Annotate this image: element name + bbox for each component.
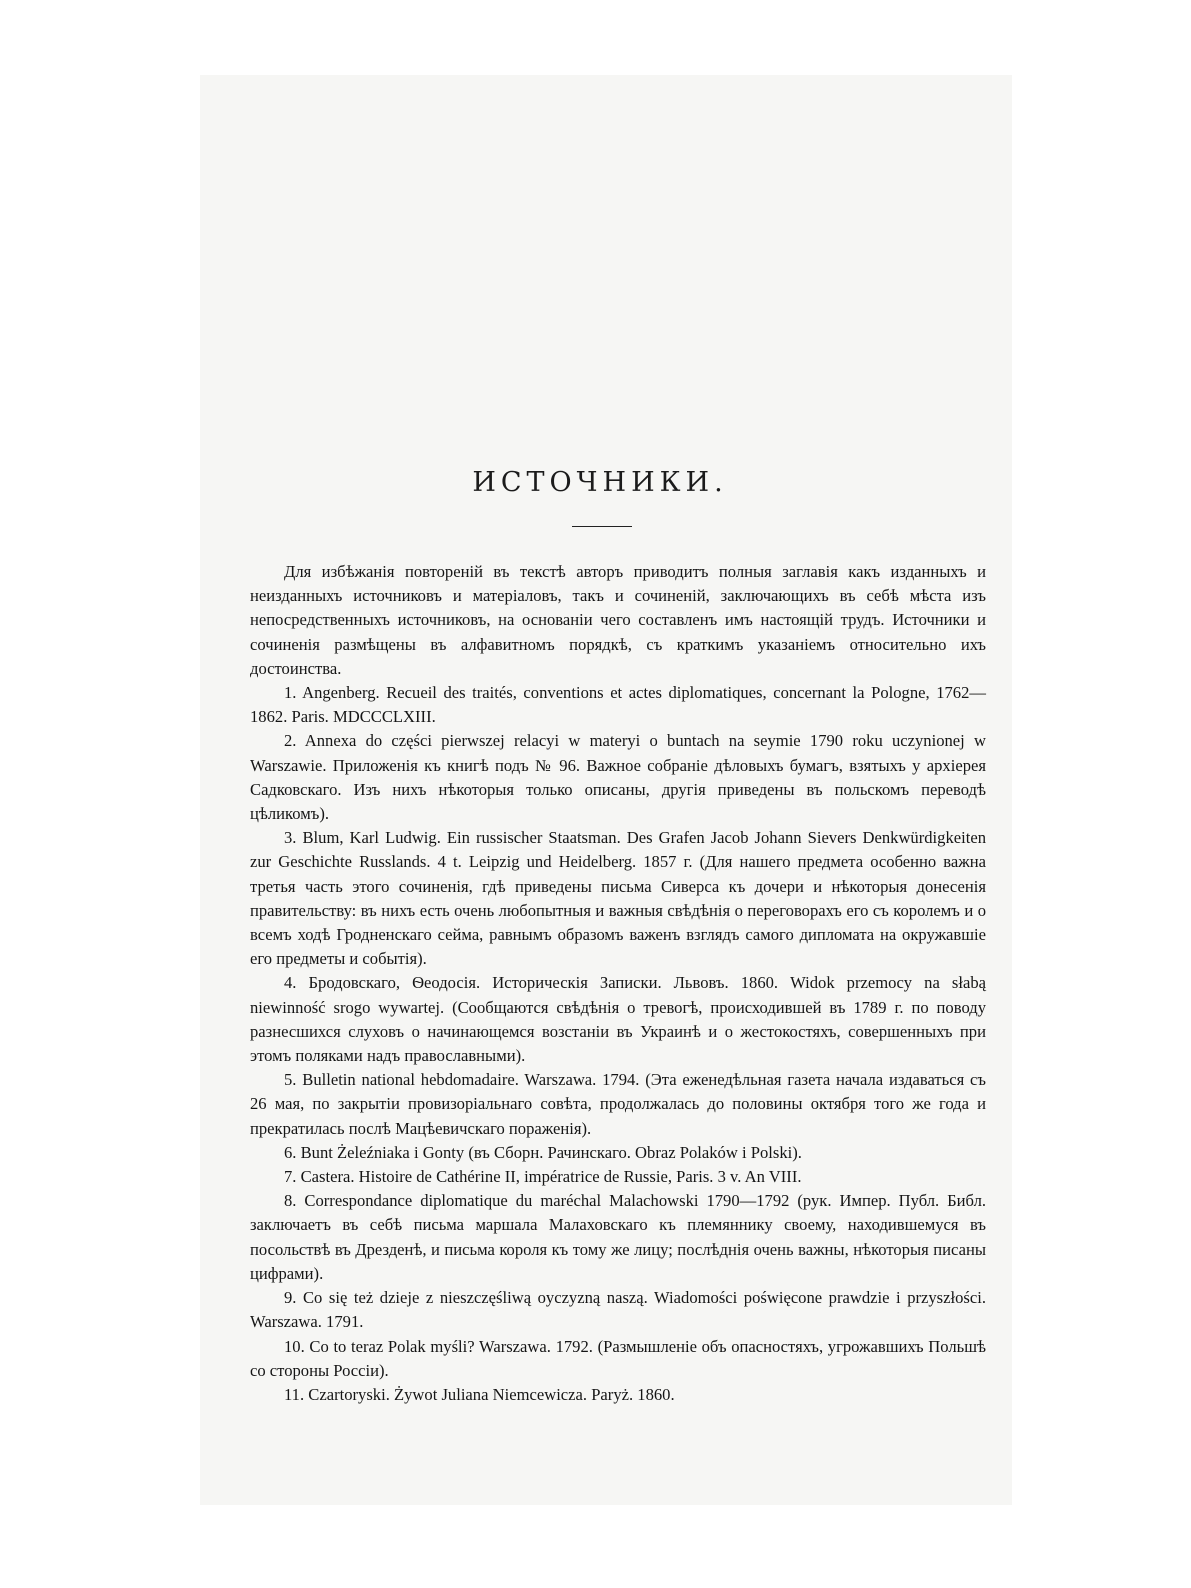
source-entry-2: 2. Annexa do części pierwszej relacyi w materyi o buntach na seymie 1790 roku uczynionej w Warszawie. Приложенія къ книгѣ подъ № 96. Важное собраніе дѣловыхъ бумагъ, взятыхъ у архіерея Садковскаго. Изъ нихъ нѣкоторыя только описаны, другія приведены въ польскомъ переводѣ цѣликомъ). bbox=[250, 731, 986, 824]
title-divider bbox=[572, 526, 632, 527]
page-title: ИСТОЧНИКИ. bbox=[472, 467, 728, 498]
body-text bbox=[250, 560, 986, 1407]
source-entry-8: 8. Correspondance diplomatique du maréchal Malachowski 1790—1792 (рук. Импер. Публ. Библ. заключаетъ въ себѣ письма маршала Малаховскаго къ племяннику своему, находившемуся въ посольствѣ въ Дрезденѣ, и письма короля къ тому же лицу; послѣднія очень важны, нѣкоторыя писаны цифрами). bbox=[250, 1191, 986, 1283]
source-entry-1: 1. Angenberg. Recueil des traités, conventions et actes diplomatiques, concernant la Pologne, 1762—1862. Paris. MDCCCLXIII. bbox=[250, 683, 986, 727]
source-entry-7: 7. Castera. Histoire de Cathérine II, impératrice de Russie, Paris. 3 v. An VIII. bbox=[284, 1167, 802, 1187]
source-entry-4: 4. Бродовскаго, Ѳеодосія. Историческія Записки. Львовъ. 1860. Widok przemocy na słabą niewinność srogo wywartej. (Сообщаются свѣдѣнія о тревогѣ, происходившей въ 1789 г. по поводу разнесшихся слуховъ о начинающемся возстаніи въ Украинѣ и о жестокостяхъ, совершенныхъ при этомъ поляками надъ православными). bbox=[250, 973, 986, 1066]
source-entry-11: 11. Czartoryski. Żywot Juliana Niemcewicza. Paryż. 1860. bbox=[284, 1384, 675, 1404]
source-entry-10: 10. Co to teraz Polak myśli? Warszawa. 1792. (Размышленіе объ опасностяхъ, угрожавшихъ Польшѣ со стороны Россіи). bbox=[250, 1336, 986, 1380]
source-entry-5: 5. Bulletin national hebdomadaire. Warszawa. 1794. (Эта еженедѣльная газета начала издаваться съ 26 мая, по закрытіи провизоріальнаго совѣта, продолжалась до половины октября того же года и прекратилась послѣ Мацѣевичскаго пораженія). bbox=[250, 1070, 986, 1138]
source-entry-3: 3. Blum, Karl Ludwig. Ein russischer Staatsman. Des Grafen Jacob Johann Sievers Denkwürdigkeiten zur Geschichte Russlands. 4 t. Leipzig und Heidelberg. 1857 г. (Для нашего предмета особенно важна третья часть этого сочиненія, гдѣ приведены письма Сиверса къ дочери и нѣкоторыя донесенія правительству: въ нихъ есть очень любопытныя и важныя свѣдѣнія о переговорахъ его съ королемъ и о всемъ ходѣ Гродненскаго сейма, равнымъ образомъ важенъ взглядъ самого дипломата на окружавшіе его предметы и событія). bbox=[250, 828, 986, 969]
source-entry-9: 9. Co się też dzieje z nieszczęśliwą oyczyzną naszą. Wiadomości poświęcone prawdzie i przyszłości. Warszawa. 1791. bbox=[250, 1288, 986, 1332]
source-entry-6: 6. Bunt Żeleźniaka i Gonty (въ Сборн. Рачинскаго. Obraz Polaków i Polski). bbox=[284, 1142, 802, 1162]
intro-paragraph: Для избѣжанія повтореній въ текстѣ авторъ приводитъ полныя заглавія какъ изданныхъ и неизданныхъ источниковъ и матеріаловъ, такъ и сочиненій, заключающихъ въ себѣ мѣста изъ непосредственныхъ источниковъ, на основаніи чего составленъ имъ настоящій трудъ. Источники и сочиненія размѣщены въ алфавитномъ порядкѣ, съ краткимъ указаніемъ относительно ихъ достоинства. bbox=[250, 562, 986, 678]
